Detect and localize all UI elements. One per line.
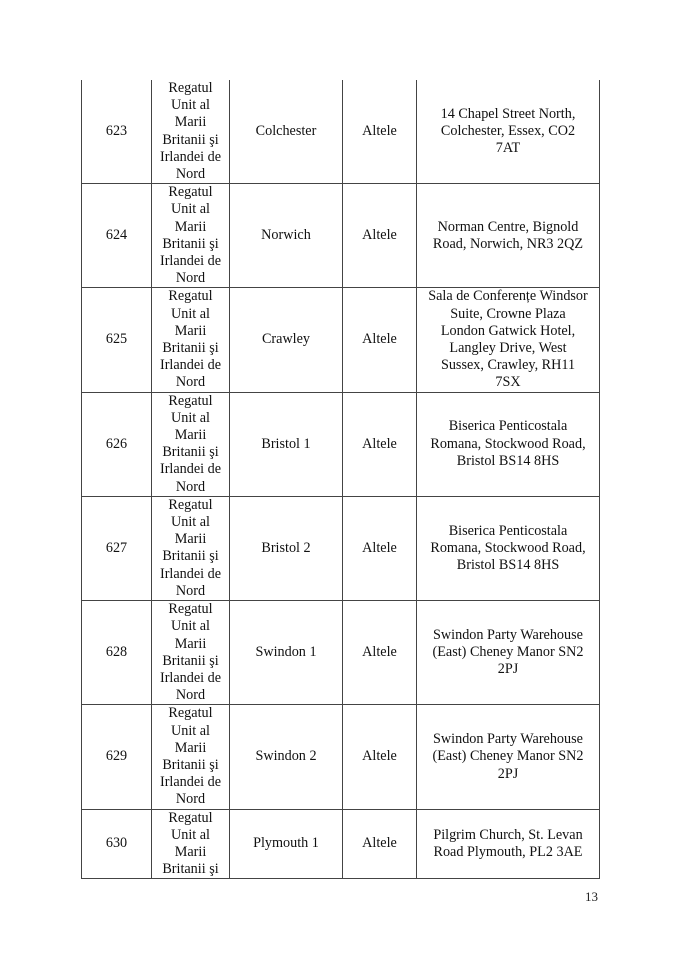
station-type: Altele	[343, 392, 417, 496]
row-number: 623	[82, 80, 152, 184]
country-name: Regatul Unit al Marii Britanii şi Irlandei de Nord	[159, 288, 222, 391]
row-number: 626	[82, 392, 152, 496]
city-name: Crawley	[230, 288, 343, 392]
row-number: 625	[82, 288, 152, 392]
station-address: Swindon Party Warehouse (East) Cheney Manor SN2 2PJ	[432, 626, 584, 678]
row-number: 624	[82, 184, 152, 288]
table-row	[82, 809, 600, 879]
city-name: Swindon 1	[230, 601, 343, 705]
city-name: Swindon 2	[230, 705, 343, 809]
station-address: Biserica Penticostala Romana, Stockwood Road, Bristol BS14 8HS	[430, 418, 586, 469]
country-name: Regatul Unit al Marii Britanii şi Irlandei de Nord	[159, 392, 222, 495]
station-address: Norman Centre, Bignold Road, Norwich, NR3 2QZ	[432, 218, 584, 252]
station-address: Biserica Penticostala Romana, Stockwood Road, Bristol BS14 8HS	[430, 522, 586, 574]
station-type: Altele	[343, 184, 417, 288]
polling-stations-table	[81, 80, 600, 879]
station-type: Altele	[343, 496, 417, 600]
row-number: 628	[82, 601, 152, 705]
country-name: Regatul Unit al Marii Britanii şi Irlandei de Nord	[159, 705, 222, 808]
station-type: Altele	[343, 80, 417, 184]
station-type: Altele	[343, 705, 417, 809]
table-row	[82, 392, 600, 496]
country-name: Regatul Unit al Marii Britanii şi Irlandei de Nord	[159, 601, 222, 704]
city-name: Colchester	[230, 80, 343, 184]
city-name: Plymouth 1	[230, 809, 343, 879]
table-row	[82, 705, 600, 809]
table-row	[82, 601, 600, 705]
table-row	[82, 80, 600, 184]
city-name: Bristol 2	[230, 496, 343, 600]
country-name: Regatul Unit al Marii Britanii şi Irlandei de Nord	[159, 184, 222, 287]
row-number: 629	[82, 705, 152, 809]
station-address: Swindon Party Warehouse (East) Cheney Manor SN2 2PJ	[432, 731, 584, 782]
city-name: Norwich	[230, 184, 343, 288]
country-name: Regatul Unit al Marii Britanii şi Irlandei de Nord	[159, 80, 222, 183]
table-row	[82, 288, 600, 392]
country-name: Regatul Unit al Marii Britanii şi	[162, 809, 219, 878]
table-row	[82, 496, 600, 600]
city-name: Bristol 1	[230, 392, 343, 496]
station-address: 14 Chapel Street North, Colchester, Essex, CO2 7AT	[440, 105, 576, 157]
station-type: Altele	[343, 601, 417, 705]
station-type: Altele	[343, 288, 417, 392]
station-address: Pilgrim Church, St. Levan Road Plymouth, PL2 3AE	[433, 826, 583, 860]
row-number: 630	[82, 809, 152, 879]
row-number: 627	[82, 496, 152, 600]
station-address: Sala de Conferențe Windsor Suite, Crowne Plaza London Gatwick Hotel, Langley Drive, West Sussex, Crawley, RH11 7SX	[428, 288, 588, 391]
page-number: 13	[585, 889, 598, 904]
table-row	[82, 184, 600, 288]
country-name: Regatul Unit al Marii Britanii şi Irlandei de Nord	[159, 496, 222, 599]
station-type: Altele	[343, 809, 417, 879]
